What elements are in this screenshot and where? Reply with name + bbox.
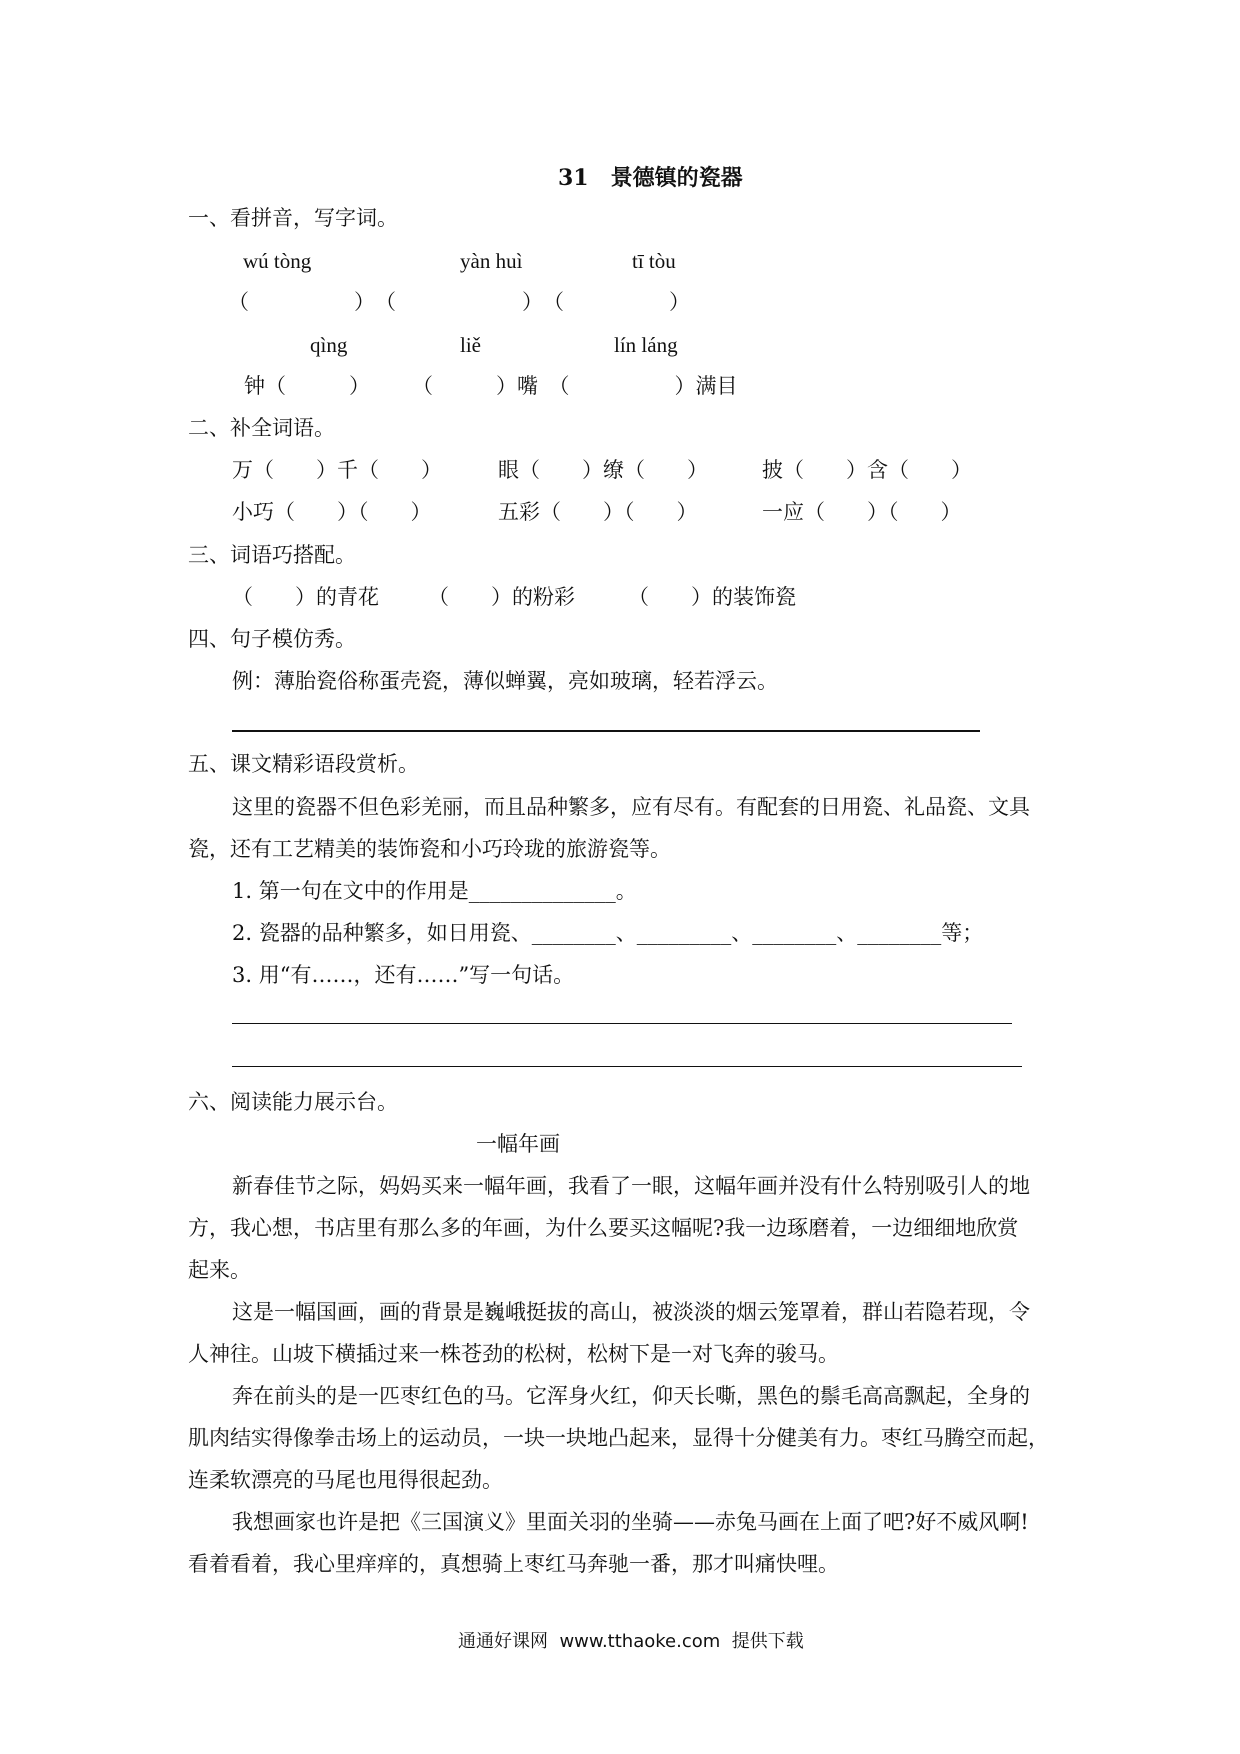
answer-blanks: （ ） （ ） （ ） xyxy=(228,290,690,314)
paragraph-line: 这是一幅国画，画的背景是巍峨挺拔的高山，被淡淡的烟云笼罩着，群山若隐若现，令 xyxy=(232,1300,1030,1324)
story-title: 一幅年画 xyxy=(476,1132,560,1156)
section-2-heading: 二、补全词语。 xyxy=(188,416,335,440)
answer-line xyxy=(232,1066,1022,1067)
section-6-heading: 六、阅读能力展示台。 xyxy=(188,1090,398,1114)
passage-line: 瓷，还有工艺精美的装饰瓷和小巧玲珑的旅游瓷等。 xyxy=(188,837,671,861)
paragraph-line: 我想画家也许是把《三国演义》里面关羽的坐骑——赤兔马画在上面了吧?好不威风啊! xyxy=(232,1510,1029,1534)
match-item: （ ）的粉彩 xyxy=(428,585,575,609)
pinyin: wú tòng xyxy=(243,249,312,273)
paragraph-line: 奔在前头的是一匹枣红色的马。它浑身火红，仰天长嘶，黑色的鬃毛高高飘起，全身的 xyxy=(232,1384,1030,1408)
paragraph-line: 新春佳节之际，妈妈买来一幅年画，我看了一眼，这幅年画并没有什么特别吸引人的地 xyxy=(232,1174,1030,1198)
match-item: （ ）的青花 xyxy=(232,585,379,609)
paragraph-line: 人神往。山坡下横插过来一株苍劲的松树，松树下是一对飞奔的骏马。 xyxy=(188,1342,839,1366)
match-item: （ ）的装饰瓷 xyxy=(628,585,796,609)
page-title: 31 景德镇的瓷器 xyxy=(558,165,743,191)
question-1: 1. 第一句在文中的作用是______________。 xyxy=(232,879,637,903)
paragraph-line: 看着看着，我心里痒痒的，真想骑上枣红马奔驰一番，那才叫痛快哩。 xyxy=(188,1552,839,1576)
idiom-fill: 五彩（ ）（ ） xyxy=(498,500,698,524)
idiom-fill: 眼（ ）缭（ ） xyxy=(498,458,708,482)
pinyin: qìng xyxy=(310,333,348,357)
idiom-fill: 一应（ ）（ ） xyxy=(762,500,962,524)
passage-line: 这里的瓷器不但色彩羌丽，而且品种繁多，应有尽有。有配套的日用瓷、礼品瓷、文具 xyxy=(232,795,1030,819)
pinyin: tī tòu xyxy=(632,249,676,273)
pinyin: yàn huì xyxy=(460,249,523,273)
footer-credit: 通通好课网 www.tthaoke.com 提供下载 xyxy=(458,1631,804,1652)
section-1-heading: 一、看拼音，写字词。 xyxy=(188,206,398,230)
question-2: 2. 瓷器的品种繁多，如日用瓷、________、_________、________、________等； xyxy=(232,921,984,945)
answer-blanks: 钟（ ） （ ）嘴 （ ）满目 xyxy=(244,374,738,398)
section-4-heading: 四、句子模仿秀。 xyxy=(188,627,356,651)
paragraph-line: 连柔软漂亮的马尾也甩得很起劲。 xyxy=(188,1468,503,1492)
paragraph-line: 方，我心想，书店里有那么多的年画，为什么要买这幅呢?我一边琢磨着，一边细细地欣赏 xyxy=(188,1216,1019,1240)
answer-line xyxy=(232,1023,1012,1024)
paragraph-line: 肌肉结实得像拳击场上的运动员，一块一块地凸起来，显得十分健美有力。枣红马腾空而起， xyxy=(188,1426,1049,1450)
idiom-fill: 万（ ）千（ ） xyxy=(232,458,442,482)
section-3-heading: 三、词语巧搭配。 xyxy=(188,543,356,567)
pinyin: liě xyxy=(460,333,481,357)
idiom-fill: 小巧（ ）（ ） xyxy=(232,500,432,524)
paragraph-line: 起来。 xyxy=(188,1258,251,1282)
answer-line xyxy=(232,730,980,732)
example-sentence: 例：薄胎瓷俗称蛋壳瓷，薄似蝉翼，亮如玻璃，轻若浮云。 xyxy=(232,669,778,693)
idiom-fill: 披（ ）含（ ） xyxy=(762,458,972,482)
pinyin: lín láng xyxy=(614,333,678,357)
section-5-heading: 五、课文精彩语段赏析。 xyxy=(188,752,419,776)
question-3: 3. 用“有……，还有……”写一句话。 xyxy=(232,963,575,987)
